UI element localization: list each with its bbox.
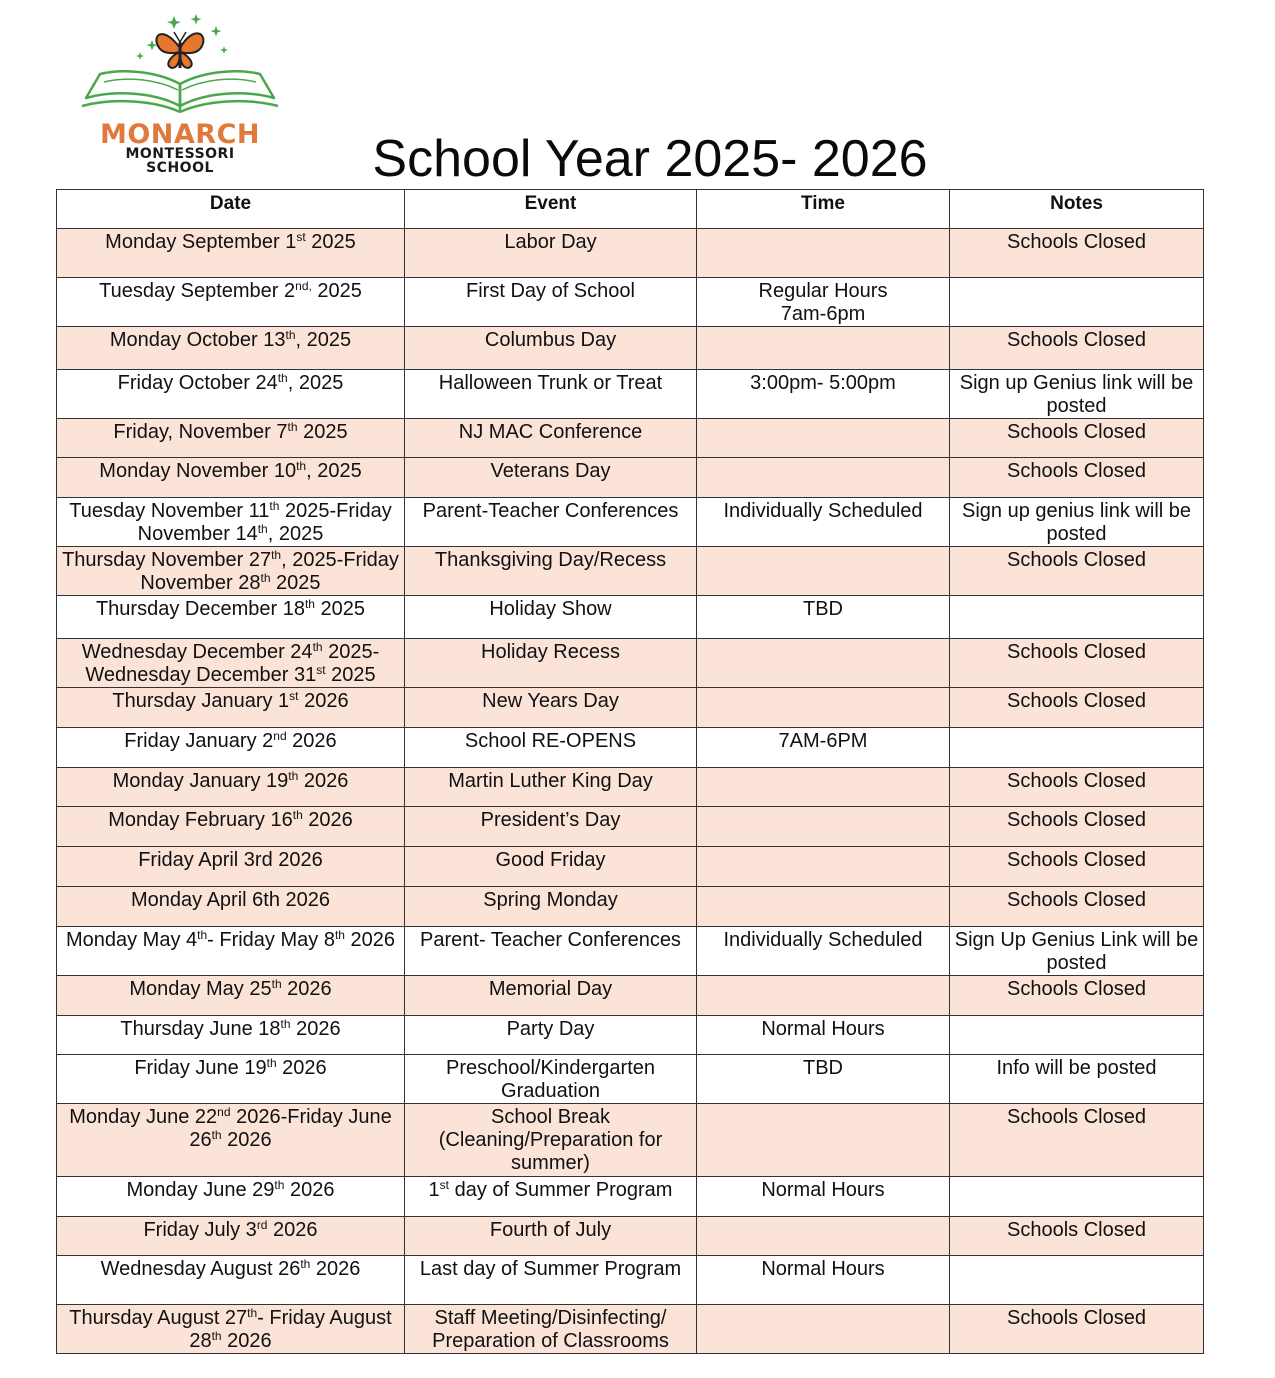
table-row <box>57 1177 1204 1217</box>
table-row <box>57 807 1204 847</box>
table-header-row <box>57 190 1204 229</box>
cell-time <box>697 976 950 1016</box>
cell-event: Parent-Teacher Conferences <box>405 498 697 547</box>
cell-notes: Schools Closed <box>950 976 1204 1016</box>
cell-event: Party Day <box>405 1016 697 1055</box>
cell-date: Friday January 2nd 2026 <box>57 728 405 768</box>
cell-time <box>697 887 950 927</box>
cell-event: Holiday Show <box>405 596 697 639</box>
cell-notes: Schools Closed <box>950 887 1204 927</box>
page-title: School Year 2025- 2026 <box>372 130 928 188</box>
cell-event: Fourth of July <box>405 1217 697 1256</box>
cell-event: 1st day of Summer Program <box>405 1177 697 1217</box>
cell-date: Monday February 16th 2026 <box>57 807 405 847</box>
cell-notes: Schools Closed <box>950 768 1204 807</box>
table-row <box>57 847 1204 887</box>
table-row <box>57 1256 1204 1305</box>
cell-notes: Sign Up Genius Link will be posted <box>950 927 1204 976</box>
cell-date: Friday June 19th 2026 <box>57 1055 405 1104</box>
column-header-date: Date <box>57 190 405 229</box>
cell-time: TBD <box>697 1055 950 1104</box>
open-book-butterfly-icon <box>74 12 286 124</box>
table-row <box>57 768 1204 807</box>
logo-wordmark: MONARCH <box>99 119 260 150</box>
table-row <box>57 639 1204 688</box>
cell-event: Last day of Summer Program <box>405 1256 697 1305</box>
cell-time <box>697 688 950 728</box>
cell-date: Monday April 6th 2026 <box>57 887 405 927</box>
cell-notes: Sign up Genius link will be posted <box>950 370 1204 419</box>
table-row <box>57 547 1204 596</box>
table-row <box>57 327 1204 370</box>
cell-time <box>697 419 950 458</box>
cell-event: Good Friday <box>405 847 697 887</box>
cell-notes <box>950 1256 1204 1305</box>
cell-time <box>697 458 950 498</box>
cell-date: Friday July 3rd 2026 <box>57 1217 405 1256</box>
cell-time <box>697 1104 950 1177</box>
cell-date: Thursday August 27th- Friday August 28th 2026 <box>57 1305 405 1354</box>
cell-notes: Schools Closed <box>950 639 1204 688</box>
cell-time <box>697 847 950 887</box>
table-row <box>57 419 1204 458</box>
cell-time: Normal Hours <box>697 1177 950 1217</box>
cell-time <box>697 1305 950 1354</box>
cell-date: Monday May 25th 2026 <box>57 976 405 1016</box>
table-row <box>57 1217 1204 1256</box>
cell-date: Tuesday September $2^{nd,}$ 2025 <box>57 278 405 327</box>
table-row <box>57 927 1204 976</box>
cell-event: Staff Meeting/Disinfecting/ Preparation of Classrooms <box>405 1305 697 1354</box>
table-row <box>57 458 1204 498</box>
table-row <box>57 1305 1204 1354</box>
table-row <box>57 976 1204 1016</box>
cell-notes <box>950 1016 1204 1055</box>
column-header-event: Event <box>405 190 697 229</box>
cell-event: Columbus Day <box>405 327 697 370</box>
cell-time <box>697 639 950 688</box>
cell-date: Friday October 24th, 2025 <box>57 370 405 419</box>
cell-date: Monday September 1st 2025 <box>57 229 405 278</box>
cell-notes: Schools Closed <box>950 229 1204 278</box>
cell-notes: Schools Closed <box>950 419 1204 458</box>
cell-date: Thursday December 18th 2025 <box>57 596 405 639</box>
cell-time <box>697 768 950 807</box>
cell-notes <box>950 728 1204 768</box>
cell-notes: Schools Closed <box>950 807 1204 847</box>
cell-time: Regular Hours 7am-6pm <box>697 278 950 327</box>
cell-notes: Schools Closed <box>950 847 1204 887</box>
table-row <box>57 370 1204 419</box>
cell-time: Individually Scheduled <box>697 927 950 976</box>
cell-notes <box>950 278 1204 327</box>
cell-event: Preschool/Kindergarten Graduation <box>405 1055 697 1104</box>
cell-time <box>697 327 950 370</box>
cell-time: Normal Hours <box>697 1256 950 1305</box>
table-row <box>57 278 1204 327</box>
column-header-time: Time <box>697 190 950 229</box>
cell-date: Monday June 29th 2026 <box>57 1177 405 1217</box>
table-row <box>57 688 1204 728</box>
cell-date: Monday November 10th, 2025 <box>57 458 405 498</box>
cell-time: TBD <box>697 596 950 639</box>
cell-event: President’s Day <box>405 807 697 847</box>
cell-notes: Schools Closed <box>950 327 1204 370</box>
table-row <box>57 596 1204 639</box>
cell-event: Thanksgiving Day/Recess <box>405 547 697 596</box>
cell-date: Thursday June 18th 2026 <box>57 1016 405 1055</box>
cell-date: Monday May 4th- Friday May 8th 2026 <box>57 927 405 976</box>
cell-date: Friday April 3rd 2026 <box>57 847 405 887</box>
cell-notes <box>950 596 1204 639</box>
cell-date: Thursday November 27th, 2025-Friday November 28th 2025 <box>57 547 405 596</box>
cell-event: Holiday Recess <box>405 639 697 688</box>
cell-event: Spring Monday <box>405 887 697 927</box>
cell-date: Thursday January 1st 2026 <box>57 688 405 728</box>
cell-event: Martin Luther King Day <box>405 768 697 807</box>
cell-notes: Info will be posted <box>950 1055 1204 1104</box>
table-row <box>57 728 1204 768</box>
school-logo <box>74 12 286 184</box>
cell-date: Friday, November 7th 2025 <box>57 419 405 458</box>
cell-notes: Sign up genius link will be posted <box>950 498 1204 547</box>
table-row <box>57 229 1204 278</box>
table-row <box>57 887 1204 927</box>
cell-event: Parent- Teacher Conferences <box>405 927 697 976</box>
cell-date: Wednesday December 24th 2025-Wednesday December 31st 2025 <box>57 639 405 688</box>
cell-notes: Schools Closed <box>950 458 1204 498</box>
calendar-table <box>56 189 1204 1354</box>
cell-event: Veterans Day <box>405 458 697 498</box>
table-row <box>57 1104 1204 1177</box>
cell-event: School RE-OPENS <box>405 728 697 768</box>
cell-time: Individually Scheduled <box>697 498 950 547</box>
table-row <box>57 498 1204 547</box>
cell-notes: Schools Closed <box>950 547 1204 596</box>
cell-date: Monday June 22nd 2026-Friday June 26th 2026 <box>57 1104 405 1177</box>
cell-time <box>697 1217 950 1256</box>
logo-subline-1: MONTESSORI <box>125 146 235 162</box>
cell-event: Labor Day <box>405 229 697 278</box>
cell-notes <box>950 1177 1204 1217</box>
cell-event: School Break (Cleaning/Preparation for summer) <box>405 1104 697 1177</box>
cell-event: NJ MAC Conference <box>405 419 697 458</box>
cell-date: Monday January 19th 2026 <box>57 768 405 807</box>
cell-time <box>697 229 950 278</box>
cell-event: Memorial Day <box>405 976 697 1016</box>
table-row <box>57 1016 1204 1055</box>
cell-date: Wednesday August 26th 2026 <box>57 1256 405 1305</box>
cell-date: Tuesday November 11th 2025-Friday November 14th, 2025 <box>57 498 405 547</box>
cell-notes: Schools Closed <box>950 1305 1204 1354</box>
cell-notes: Schools Closed <box>950 688 1204 728</box>
cell-time: Normal Hours <box>697 1016 950 1055</box>
cell-event: First Day of School <box>405 278 697 327</box>
cell-time: 7AM-6PM <box>697 728 950 768</box>
cell-date: Monday October 13th, 2025 <box>57 327 405 370</box>
cell-event: New Years Day <box>405 688 697 728</box>
table-row <box>57 1055 1204 1104</box>
cell-time <box>697 807 950 847</box>
cell-time <box>697 547 950 596</box>
cell-notes: Schools Closed <box>950 1104 1204 1177</box>
cell-notes: Schools Closed <box>950 1217 1204 1256</box>
cell-time: 3:00pm- 5:00pm <box>697 370 950 419</box>
column-header-notes: Notes <box>950 190 1204 229</box>
cell-event: Halloween Trunk or Treat <box>405 370 697 419</box>
logo-subline-2: SCHOOL <box>146 160 214 176</box>
